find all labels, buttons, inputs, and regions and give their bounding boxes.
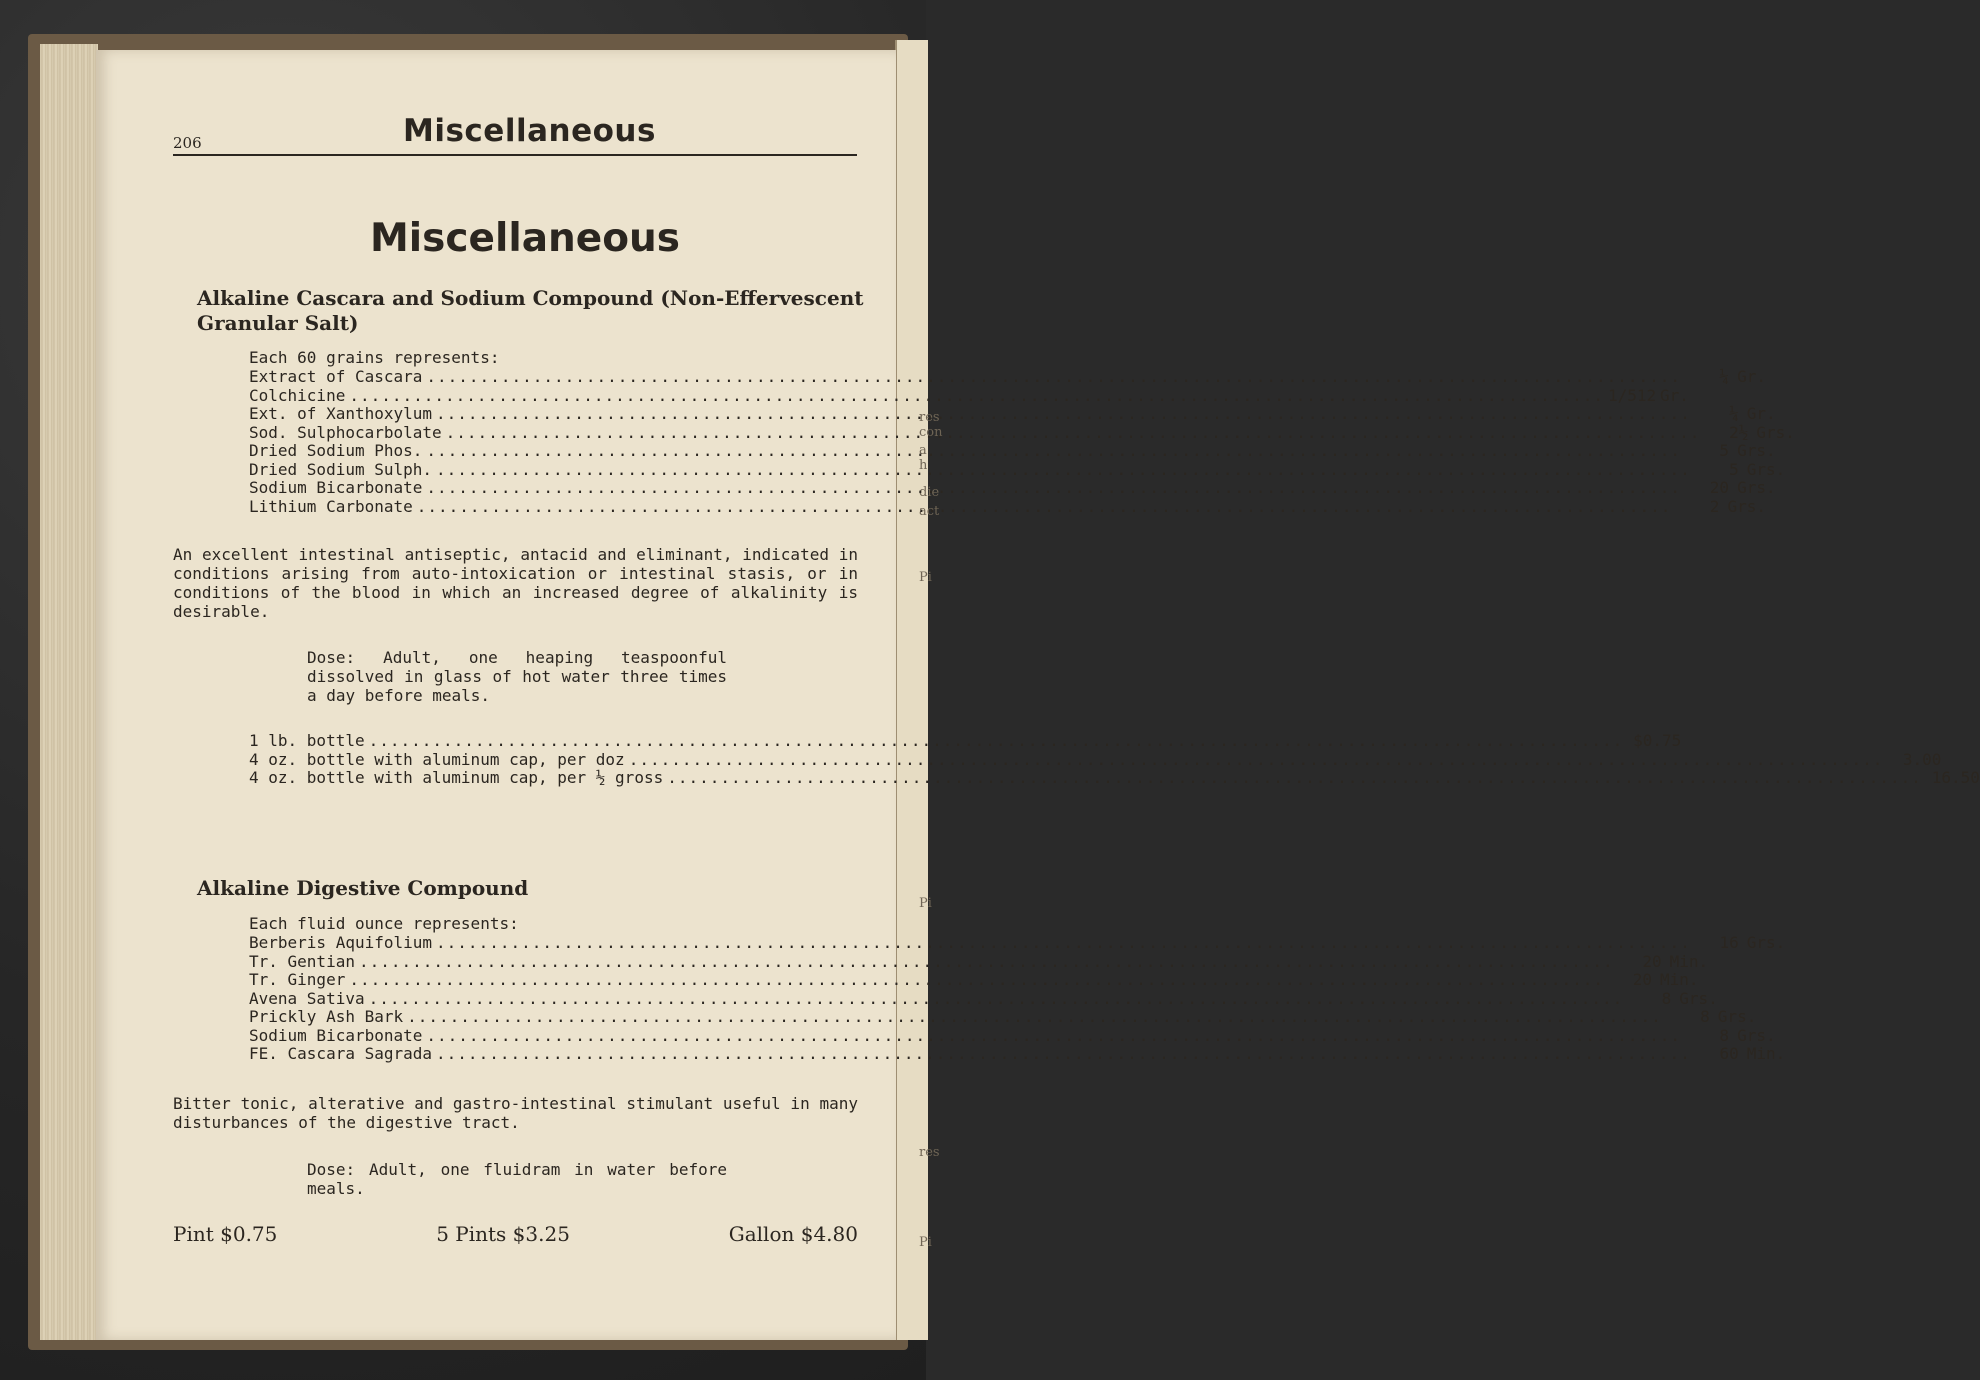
ingredient-row [249,933,1786,953]
ingredient-list [249,933,1786,1064]
ingredient-name: Extract of Cascara [249,367,423,386]
fragment: die [919,485,940,500]
ingredient-unit: Grs. [1737,478,1776,497]
price-list [249,731,1980,788]
ingredient-name: Berberis Aquifolium [249,933,433,952]
ingredient-unit: Grs. [1737,1025,1776,1045]
dose-paragraph: Dose: Adult, one heaping teaspoonful dissolved in glass of hot water three times a day before meals. [307,648,727,705]
price-item: 4 oz. bottle with aluminum cap, per ½ gross [249,768,664,787]
ingredient-unit: Grs. [1737,441,1776,460]
fragment: res [919,1145,940,1160]
ingredient-name: FE. Cascara Sagrada [249,1044,433,1063]
ingredient-unit: Min. [1669,951,1709,971]
price-row [249,731,1682,751]
ingredient-qty: 20 [1709,478,1730,497]
ingredient-qty: 20 [1632,970,1652,989]
running-head: Miscellaneous [403,113,656,149]
fragment: Pi [919,1235,932,1250]
ingredient-qty: 2½ [1729,422,1749,442]
ingredient-row [249,1044,1786,1064]
description-paragraph: Bitter tonic, alterative and gastro-intestinal stimulant useful in many disturbances of the digestive tract. [173,1094,858,1132]
description-paragraph: An excellent intestinal antiseptic, antacid and eliminant, indicated in conditions arising from auto-intoxication or intestinal stasis, or in conditions of the blood in which an increased degree of alkalinity is desirable. [173,545,858,621]
ingredient-name: Colchicine [249,385,346,405]
ingredients-intro: Each fluid ounce represents: [249,914,519,933]
price-5-pints: 5 Pints $3.25 [436,1222,570,1246]
section-heading: Alkaline Digestive Compound [197,876,529,900]
price-footer [173,1222,858,1246]
ingredient-unit: Gr. [1746,404,1776,423]
ingredient-unit: Gr. [1737,367,1766,386]
fragment: Pi [919,570,932,585]
ingredient-name: Lithium Carbonate [249,496,413,516]
ingredient-row [249,988,1718,1009]
price-value: 16.50 [1931,768,1980,787]
price-row [249,749,1942,770]
ingredient-row [249,970,1699,990]
ingredient-qty: 8 [1661,988,1672,1008]
fragment: a h [919,443,928,473]
ingredient-qty: ¼ [1719,367,1730,386]
ingredient-qty: 20 [1642,951,1662,971]
ingredient-row [249,459,1786,480]
ingredient-unit: Min. [1746,1044,1786,1063]
fragment: Pi [919,896,932,911]
ingredient-qty: 16 [1719,933,1739,952]
page-title: Miscellaneous [370,216,681,261]
ingredient-name: Sodium Bicarbonate [249,1025,423,1045]
page-number: 206 [173,134,202,152]
price-pint: Pint $0.75 [173,1222,278,1246]
ingredient-name: Dried Sodium Sulph. [249,459,433,479]
ingredient-unit: Grs. [1679,988,1718,1008]
fragment: res [919,410,940,425]
section-heading: Alkaline Cascara and Sodium Compound (Non-Effervescent Granular Salt) [197,286,864,335]
fragment: con [919,425,943,440]
ingredient-unit: Min. [1660,970,1699,989]
ingredient-qty: 5 [1719,441,1730,460]
fragment: act [919,504,940,519]
ingredient-qty: 2 [1709,496,1720,516]
ingredient-row [249,367,1766,387]
price-value: $0.75 [1633,731,1682,750]
ingredient-name: Sod. Sulphocarbolate [249,422,442,442]
price-item: 1 lb. bottle [249,731,365,750]
ingredient-qty: 8 [1700,1007,1710,1026]
ingredient-name: Avena Sativa [249,988,365,1008]
ingredient-unit: Grs. [1727,496,1766,516]
ingredients-intro: Each 60 grains represents: [249,348,500,367]
price-item: 4 oz. bottle with aluminum cap, per doz [249,749,625,769]
ingredient-unit: Grs. [1746,459,1786,479]
page-edges [40,44,98,1340]
ingredient-qty: 60 [1719,1044,1739,1063]
price-gallon: Gallon $4.80 [728,1222,858,1246]
ingredient-name: Sodium Bicarbonate [249,478,423,497]
price-value: 3.00 [1902,749,1942,769]
price-row [249,768,1980,788]
ingredient-row [249,1007,1757,1027]
ingredient-name: Tr. Ginger [249,970,346,989]
ingredient-qty: ¼ [1729,404,1739,423]
ingredient-qty: 5 [1729,459,1739,479]
header-rule [173,154,857,156]
ingredient-row [249,1025,1776,1046]
ingredient-row [249,385,1689,406]
ingredient-unit: Grs. [1746,933,1786,952]
ingredient-name: Tr. Gentian [249,951,355,971]
ingredient-row [249,951,1709,972]
ingredient-qty: 1/512 [1608,385,1657,405]
ingredient-name: Prickly Ash Bark [249,1007,404,1026]
ingredient-qty: 8 [1719,1025,1730,1045]
ingredient-unit: Gr. [1660,385,1689,405]
adjacent-page [895,40,943,1340]
ingredient-name: Dried Sodium Phos. [249,441,423,460]
dose-paragraph: Dose: Adult, one fluidram in water before meals. [307,1160,727,1198]
ingredient-unit: Grs. [1756,422,1795,442]
ingredient-name: Ext. of Xanthoxylum [249,404,433,423]
ingredient-unit: Grs. [1717,1007,1757,1026]
